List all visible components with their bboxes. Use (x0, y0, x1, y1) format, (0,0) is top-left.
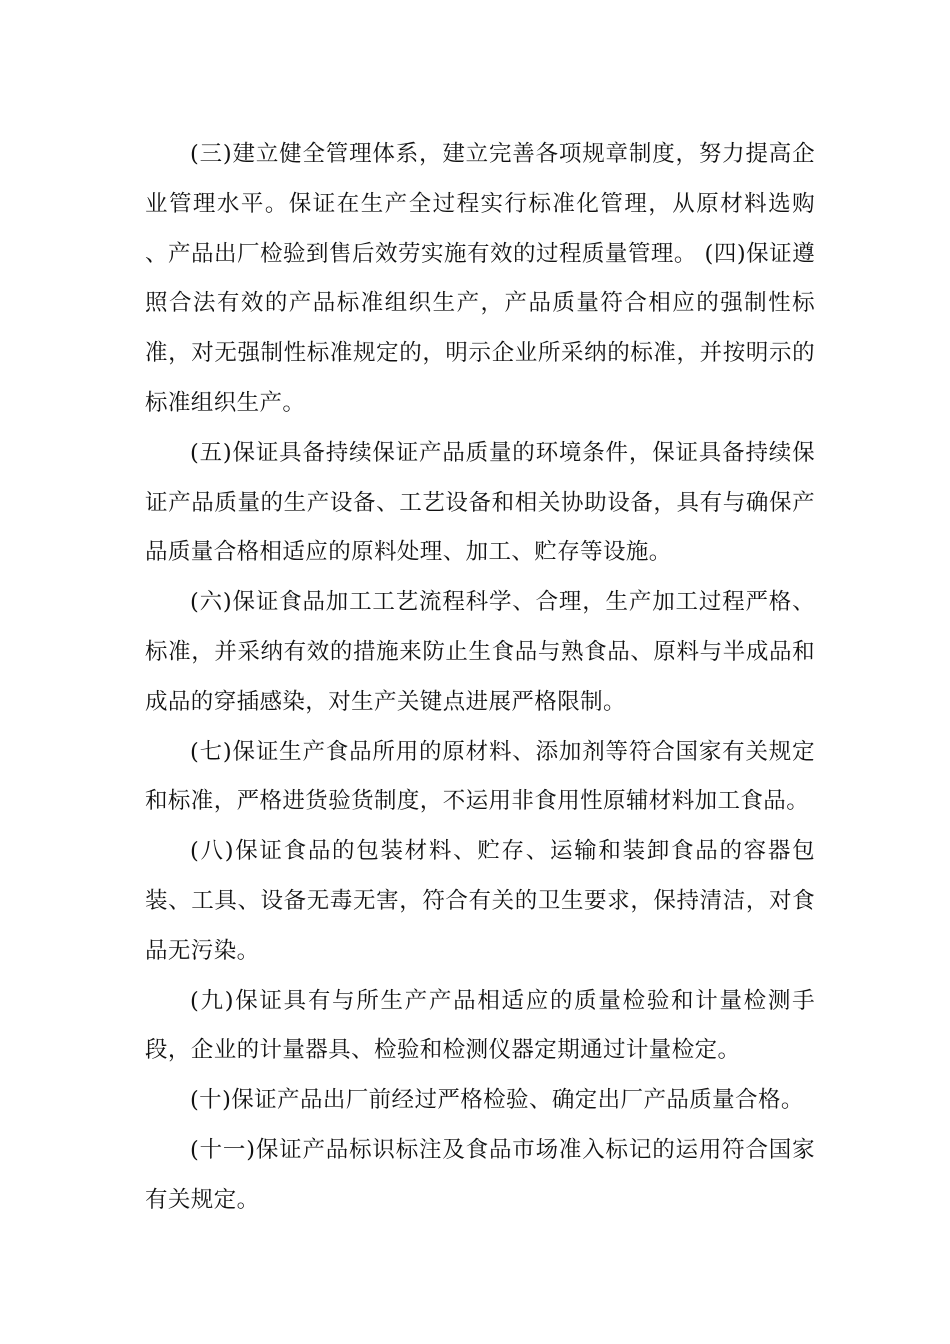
paragraph-8: (八)保证食品的包装材料、贮存、运输和装卸食品的容器包装、工具、设备无毒无害，符合有关的卫生要求，保持清洁，对食品无污染。 (145, 838, 815, 964)
paragraph-6: (六)保证食品加工工艺流程科学、合理，生产加工过程严格、标准，并采纳有效的措施来防止生食品与熟食品、原料与半成品和成品的穿插感染，对生产关键点进展严格限制。 (145, 589, 815, 715)
paragraph-7: (七)保证生产食品所用的原材料、添加剂等符合国家有关规定和标准，严格进货验货制度，不运用非食用性原辅材料加工食品。 (145, 738, 815, 815)
paragraph-9: (九)保证具有与所生产产品相适应的质量检验和计量检测手段，企业的计量器具、检验和检测仪器定期通过计量检定。 (145, 987, 815, 1064)
paragraph-10: (十)保证产品出厂前经过严格检验、确定出厂产品质量合格。 (190, 1087, 804, 1114)
paragraph-11: (十一)保证产品标识标注及食品市场准入标记的运用符合国家有关规定。 (145, 1136, 815, 1213)
document-body (145, 130, 815, 1226)
paragraph-3-4: (三)建立健全管理体系，建立完善各项规章制度，努力提高企业管理水平。保证在生产全过程实行标准化管理，从原材料选购 、产品出厂检验到售后效劳实施有效的过程质量管理。 (四)保证遵照合法有效的产品标准组织生产，产品质量符合相应的强制性标准，对无强制性标准规定的，明示企业所采纳的标准，并按明示的标准组织生产。 (145, 141, 815, 416)
paragraph-5: (五)保证具备持续保证产品质量的环境条件，保证具备持续保证产品质量的生产设备、工艺设备和相关协助设备，具有与确保产品质量合格相适应的原料处理、加工、贮存等设施。 (145, 439, 815, 566)
